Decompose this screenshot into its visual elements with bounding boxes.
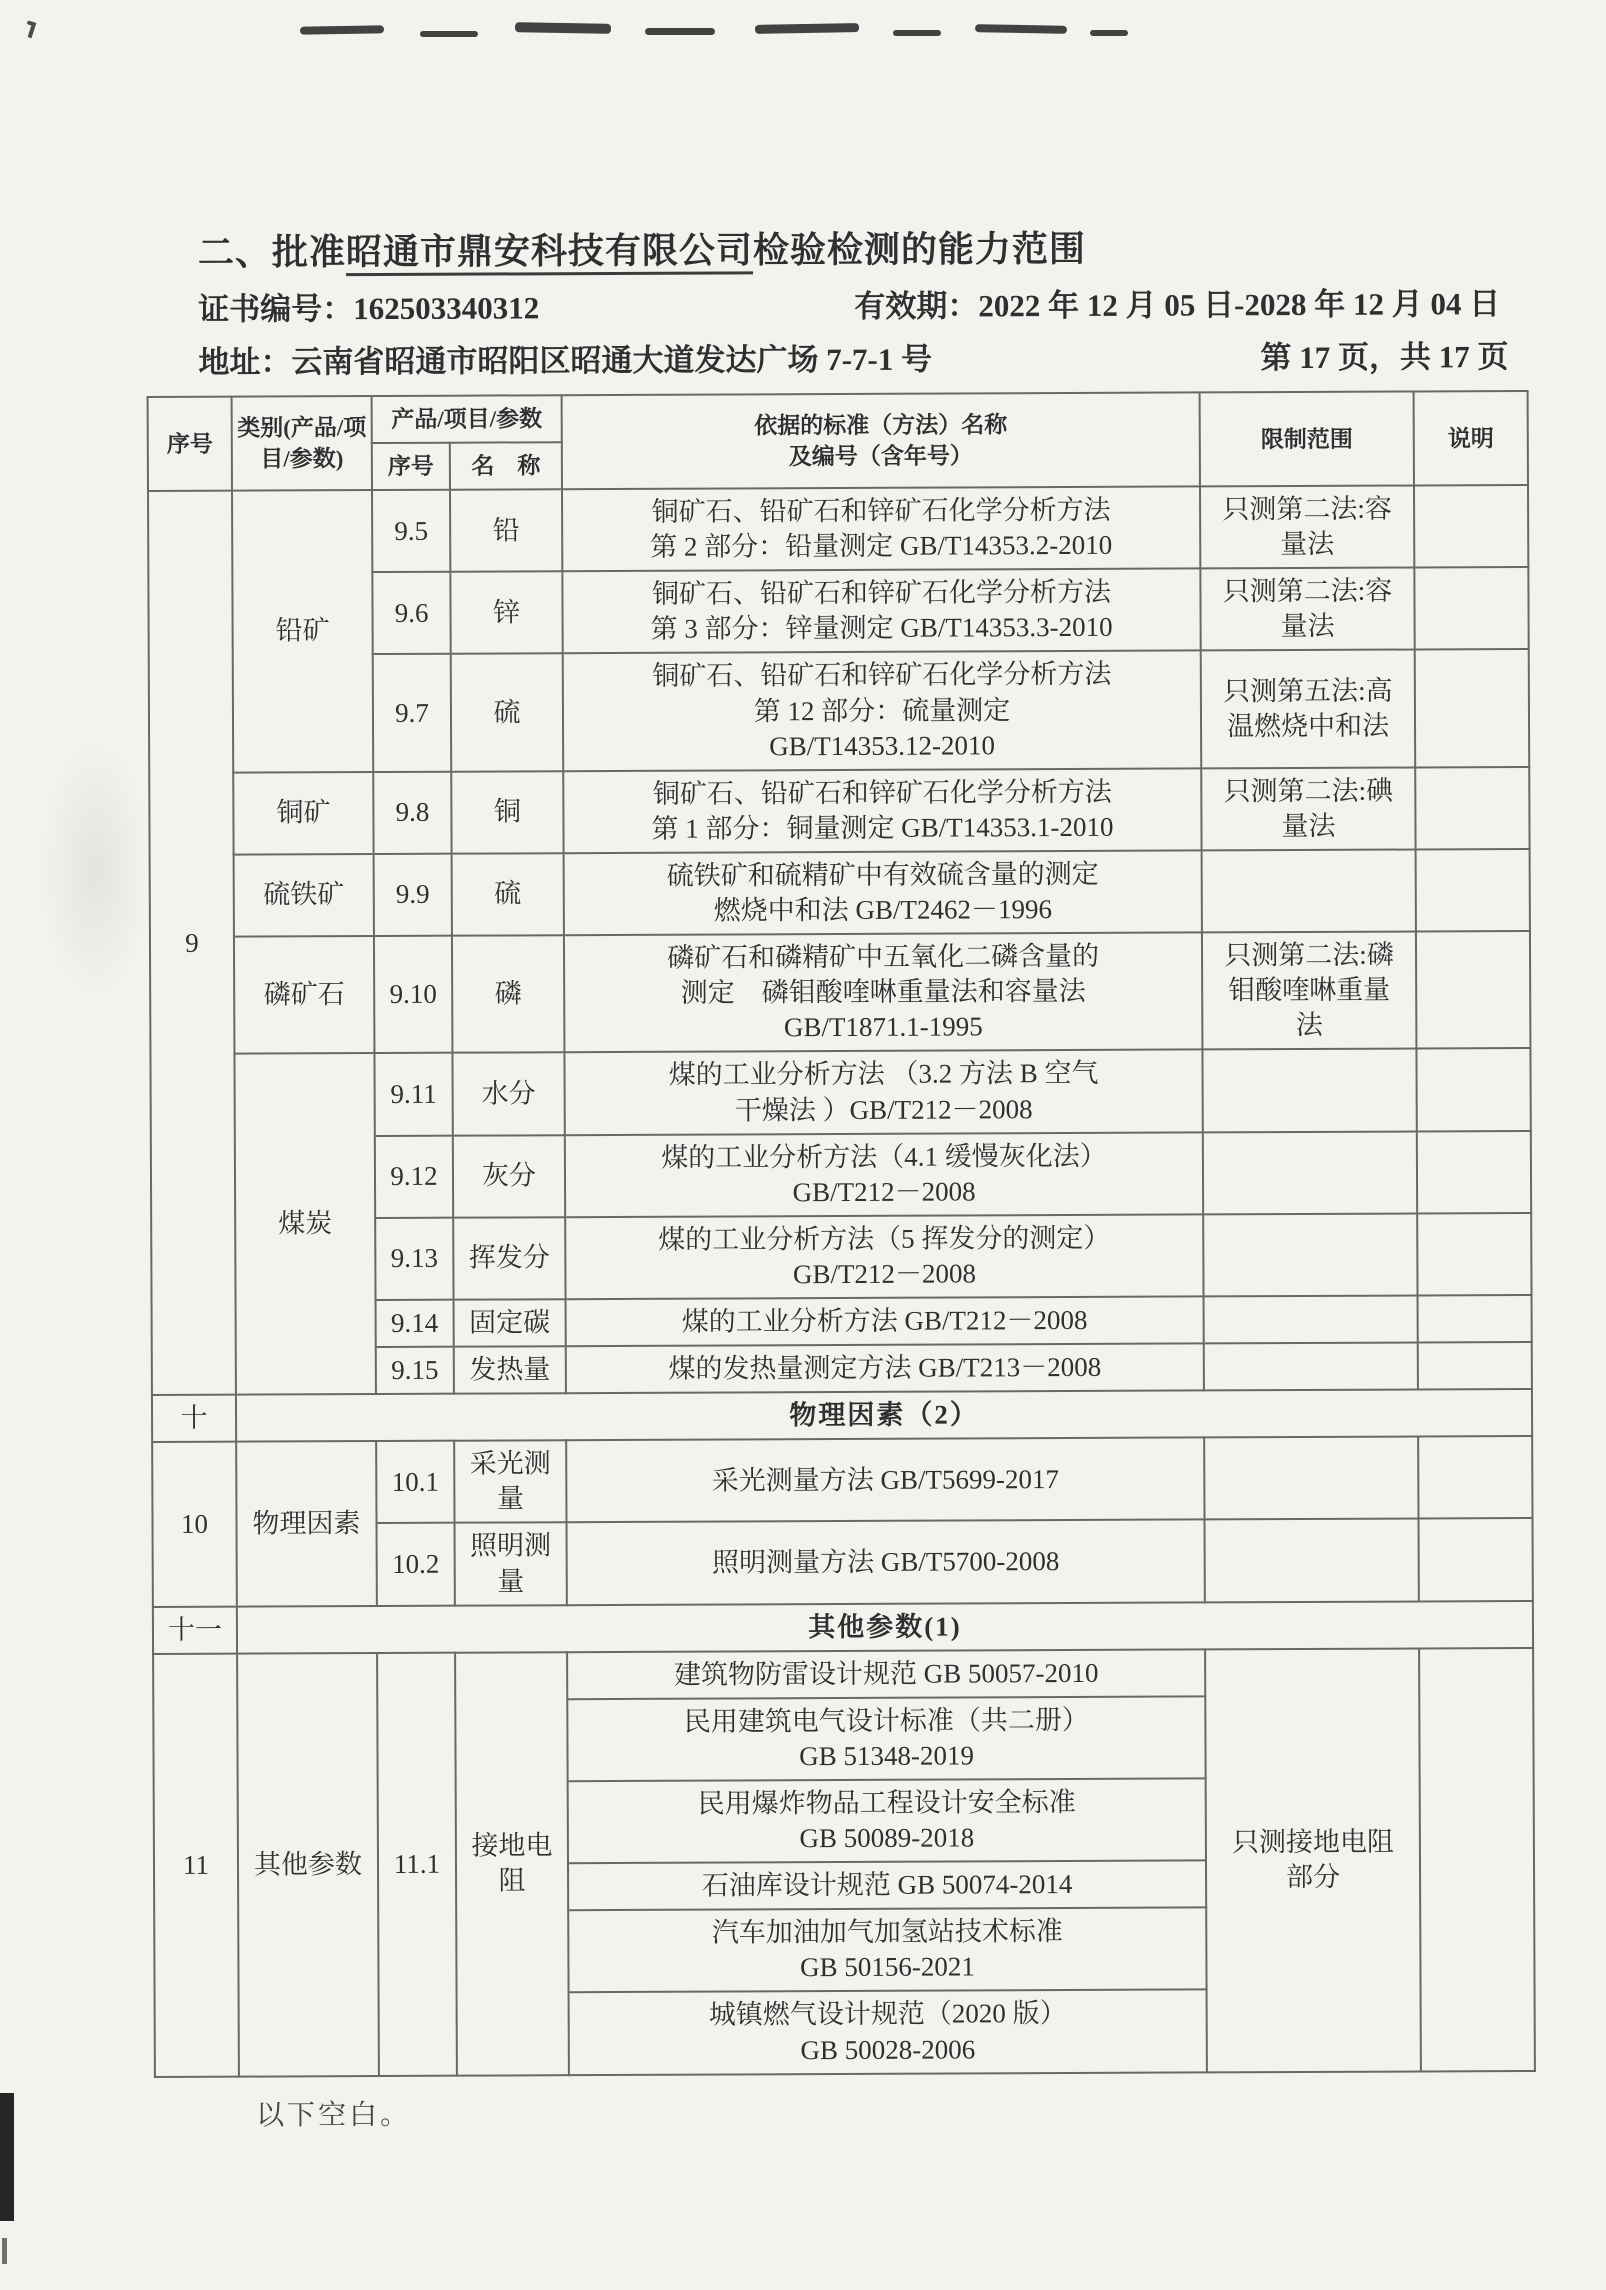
page-indicator: 第 17 页，共 17 页	[1260, 339, 1509, 376]
table-cell: 9.13	[375, 1217, 453, 1300]
company-name: 昭通市鼎安科技有限公司	[346, 230, 753, 276]
table-cell	[1416, 1048, 1530, 1131]
table-row	[148, 485, 1528, 573]
table-cell: 磷	[452, 935, 565, 1053]
table-cell: 11.1	[377, 1652, 457, 2075]
title-prefix: 二、批准	[197, 232, 347, 273]
capability-table	[147, 390, 1536, 2078]
table-cell: 接地电阻	[455, 1652, 569, 2075]
table-cell	[1204, 1295, 1418, 1343]
table-cell	[1205, 1519, 1419, 1602]
table-cell	[1418, 1436, 1532, 1519]
table-cell: 9.9	[374, 854, 452, 937]
table-row	[152, 1436, 1532, 1524]
table-header-cell: 依据的标准（方法）名称 及编号（含年号）	[562, 392, 1200, 489]
table-cell: 9.14	[376, 1300, 454, 1347]
table-cell: 挥发分	[453, 1217, 565, 1300]
table-cell: 煤的工业分析方法（5 挥发分的测定） GB/T212－2008	[565, 1214, 1203, 1299]
table-cell	[1203, 1213, 1417, 1296]
table-header-cell: 限制范围	[1200, 391, 1414, 486]
table-cell: 硫	[451, 654, 564, 772]
category-phosphate-ore: 磷矿石	[234, 936, 375, 1054]
table-cell: 只测第二法:碘 量法	[1201, 767, 1415, 850]
scan-artifact	[515, 22, 611, 34]
table-cell: 9.8	[373, 771, 451, 854]
table-cell: 铜矿石、铅矿石和锌矿石化学分析方法 第 3 部分：锌量测定 GB/T14353.3-2010	[562, 569, 1200, 654]
cert-no-label: 证书编号：	[198, 291, 354, 327]
blank-below-note: 以下空白。	[256, 2099, 412, 2132]
table-cell: 9.11	[374, 1053, 452, 1136]
table-cell: 9.6	[372, 572, 450, 655]
table-cell: 水分	[452, 1053, 564, 1136]
scan-artifact	[0, 2093, 14, 2221]
table-cell: 灰分	[453, 1135, 565, 1218]
table-cell: 磷矿石和磷精矿中五氧化二磷含量的 测定 磷钼酸喹啉重量法和容量法 GB/T1871.1-1995	[564, 933, 1203, 1053]
scan-artifact	[2, 2238, 7, 2264]
table-cell: 铜	[451, 771, 563, 854]
table-header-cell: 类别(产品/项 目/参数)	[232, 396, 372, 491]
validity	[854, 278, 1500, 326]
section-10-index: 十	[152, 1395, 236, 1442]
table-cell: 铜矿石、铅矿石和锌矿石化学分析方法 第 2 部分：铅量测定 GB/T14353.2-2010	[562, 487, 1200, 572]
table-cell: 建筑物防雷设计规范 GB 50057-2010	[567, 1649, 1205, 1699]
validity-label: 有效期：	[854, 288, 979, 324]
table-cell	[1204, 1437, 1418, 1520]
table-cell: 发热量	[454, 1346, 566, 1394]
table-header-cell: 序号	[372, 443, 450, 490]
table-cell: 民用爆炸物品工程设计安全标准 GB 50089-2018	[568, 1778, 1206, 1863]
capability-table-body	[148, 391, 1535, 2077]
certificate-line	[198, 278, 1526, 329]
table-cell	[1415, 767, 1529, 850]
table-header-cell: 名 称	[450, 442, 562, 490]
table-cell: 铜矿石、铅矿石和锌矿石化学分析方法 第 1 部分：铜量测定 GB/T14353.1-2010	[563, 768, 1201, 853]
section-title-physical-factors: 物理因素（2）	[236, 1389, 1532, 1442]
section-10-number: 10	[152, 1442, 237, 1607]
category-physical-factors: 物理因素	[236, 1441, 377, 1606]
table-cell: 汽车加油加气加氢站技术标准 GB 50156-2021	[568, 1908, 1206, 1993]
table-cell: 煤的发热量测定方法 GB/T213－2008	[566, 1343, 1204, 1393]
table-cell: 硫铁矿和硫精矿中有效硫含量的测定 燃烧中和法 GB/T2462－1996	[564, 850, 1202, 935]
table-header-cell: 产品/项目/参数	[372, 395, 562, 443]
category-copper-ore: 铜矿	[233, 772, 373, 855]
table-header-cell: 序号	[148, 397, 232, 491]
table-cell: 石油库设计规范 GB 50074-2014	[568, 1861, 1206, 1911]
table-row	[153, 1601, 1533, 1654]
address-value: 云南省昭通市昭阳区昭通大道发达广场 7-7-1 号	[291, 341, 933, 380]
section-title-other-parameters: 其他参数(1)	[237, 1601, 1533, 1654]
scan-artifact	[645, 28, 715, 35]
table-cell: 硫	[452, 853, 564, 936]
title-suffix: 检验检测的能力范围	[752, 228, 1087, 271]
table-cell: 锌	[450, 571, 562, 654]
table-cell: 9.5	[372, 490, 450, 573]
table-cell	[1203, 1131, 1417, 1214]
validity-value: 2022 年 12 月 05 日-2028 年 12 月 04 日	[978, 286, 1501, 324]
table-cell: 只测第二法:容 量法	[1200, 486, 1414, 569]
category-other-parameters: 其他参数	[237, 1653, 379, 2077]
table-cell: 9.15	[376, 1347, 454, 1394]
table-cell: 10.1	[376, 1441, 454, 1524]
table-cell	[1414, 567, 1528, 650]
table-cell: 照明测量	[455, 1523, 567, 1606]
section-9-index: 9	[148, 491, 236, 1395]
table-cell: 9.12	[375, 1135, 453, 1218]
table-row	[153, 1648, 1533, 1701]
scan-artifact	[1090, 30, 1128, 36]
document-content	[146, 219, 1534, 2134]
table-cell: 铅	[450, 489, 562, 572]
table-row	[149, 767, 1529, 855]
table-cell	[1419, 1518, 1533, 1601]
table-cell: 只测接地电阻 部分	[1205, 1648, 1421, 2072]
table-cell: 固定碳	[454, 1299, 566, 1347]
table-row	[150, 849, 1530, 937]
table-cell	[1418, 1342, 1532, 1390]
section-11-number: 11	[153, 1653, 239, 2076]
table-row	[150, 931, 1530, 1054]
table-cell: 只测第二法:磷 钼酸喹啉重量 法	[1202, 932, 1417, 1050]
table-cell: 铜矿石、铅矿石和锌矿石化学分析方法 第 12 部分：硫量测定 GB/T14353.12-2010	[563, 651, 1202, 771]
scan-artifact	[893, 30, 941, 36]
table-cell: 10.2	[377, 1523, 455, 1606]
cert-no-value: 162503340312	[353, 290, 540, 327]
table-cell	[1204, 1343, 1418, 1391]
table-cell	[1416, 931, 1531, 1049]
table-cell	[1417, 1213, 1531, 1296]
table-cell: 9.10	[374, 936, 453, 1054]
table-cell: 城镇燃气设计规范（2020 版） GB 50028-2006	[569, 1990, 1207, 2075]
scan-artifact	[300, 25, 384, 34]
address-label: 地址：	[198, 344, 292, 380]
table-header-cell: 说明	[1414, 391, 1528, 486]
section-11-index: 十一	[153, 1606, 237, 1653]
scan-artifact	[755, 23, 859, 34]
table-cell: 照明测量方法 GB/T5700-2008	[567, 1520, 1205, 1605]
table-cell: 只测第二法:容 量法	[1200, 568, 1414, 651]
scan-artifact	[975, 24, 1067, 34]
address-line	[198, 331, 1526, 382]
scan-artifact	[28, 22, 37, 38]
table-cell	[1419, 1648, 1535, 2071]
table-header-row	[148, 391, 1528, 444]
table-cell: 煤的工业分析方法 （3.2 方法 B 空气 干燥法 ）GB/T212－2008	[564, 1050, 1202, 1135]
table-cell	[1416, 849, 1530, 932]
table-cell: 采光测量方法 GB/T5699-2017	[566, 1438, 1204, 1523]
table-cell	[1202, 849, 1416, 932]
table-cell: 民用建筑电气设计标准（共二册） GB 51348-2019	[567, 1696, 1205, 1781]
section-title	[198, 219, 1526, 276]
scan-artifact	[420, 31, 478, 37]
table-cell	[1202, 1049, 1416, 1132]
table-cell: 煤的工业分析方法（4.1 缓慢灰化法） GB/T212－2008	[565, 1132, 1203, 1217]
table-cell	[1414, 485, 1528, 568]
table-cell	[1418, 1295, 1532, 1343]
table-cell: 煤的工业分析方法 GB/T212－2008	[566, 1296, 1204, 1346]
table-row	[152, 1389, 1532, 1442]
table-cell	[1417, 1131, 1531, 1214]
table-row	[150, 1048, 1530, 1136]
category-coal: 煤炭	[234, 1053, 375, 1394]
table-cell: 采光测量	[454, 1440, 566, 1523]
table-cell: 只测第五法:高 温燃烧中和法	[1201, 650, 1416, 768]
category-pyrite: 硫铁矿	[234, 854, 374, 937]
table-cell	[1415, 649, 1530, 767]
category-lead-ore: 铅矿	[232, 490, 373, 772]
table-cell: 9.7	[373, 654, 452, 772]
